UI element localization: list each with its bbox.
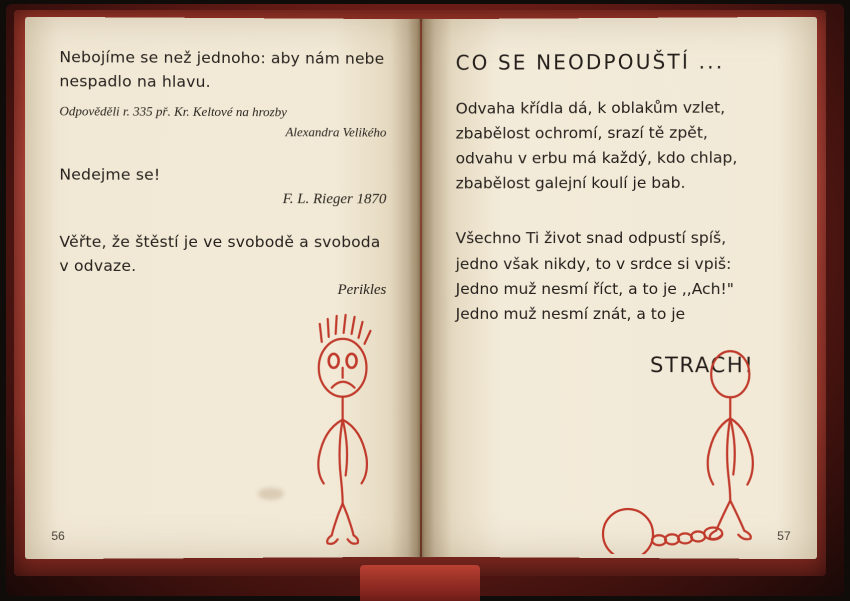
stanza-two-line-4: Jedno muž nesmí znát, a to je: [455, 304, 686, 323]
right-page-body: [422, 17, 817, 559]
book-bottom-flap: [360, 565, 480, 601]
stanza-two-line-1: Všechno Ti život snad odpustí spíš,: [455, 229, 727, 248]
quote-keltove: Nebojíme se než jednoho: aby nám nebe nespadlo na hlavu.: [59, 48, 385, 91]
folio-left: 56: [51, 528, 65, 544]
stanza-two-line-2: jedno však nikdy, to v srdce si vpiš:: [455, 254, 732, 273]
left-page-body: [25, 17, 420, 559]
stanza-two-line-3: Jedno muž nesmí říct, a to je ,,Ach!": [455, 279, 734, 298]
stanza-one: [456, 95, 783, 197]
quote-perikles: Věřte, že štěstí je ve svobodě a svoboda v odvaze.: [59, 232, 381, 276]
emphasis-word-strach: STRACH!: [650, 352, 755, 378]
stanza-two: [456, 226, 783, 327]
stanza-one-line-4: zbabělost galejní koulí je bab.: [455, 174, 686, 193]
attribution-keltove: [59, 101, 386, 141]
quote-nedejme-se: Nedejme se!: [59, 165, 161, 184]
spacer: [456, 196, 783, 219]
spacer: [59, 140, 386, 163]
page-title: CO SE NEODPOUŠTÍ ...: [455, 49, 725, 75]
paper-smudge: [258, 488, 284, 500]
stanza-one-line-2: zbabělost ochromí, srazí tě zpět,: [455, 123, 708, 143]
stanza-one-line-1: Odvaha křídla dá, k oblakům vzlet,: [455, 98, 726, 118]
right-page: [422, 17, 817, 559]
attribution-keltove-line2: Alexandra Velikého: [285, 123, 387, 140]
attribution-perikles: Perikles: [337, 282, 387, 299]
attribution-rieger: F. L. Rieger 1870: [282, 191, 387, 208]
spacer: [59, 208, 386, 231]
folio-right: 57: [777, 528, 791, 544]
open-book-pages: [26, 18, 816, 558]
left-page: [25, 17, 420, 559]
stanza-one-line-3: odvahu v erbu má každý, kdo chlap,: [455, 148, 738, 168]
attribution-keltove-line1: Odpověděli r. 335 př. Kr. Keltové na hrozby: [59, 103, 287, 120]
